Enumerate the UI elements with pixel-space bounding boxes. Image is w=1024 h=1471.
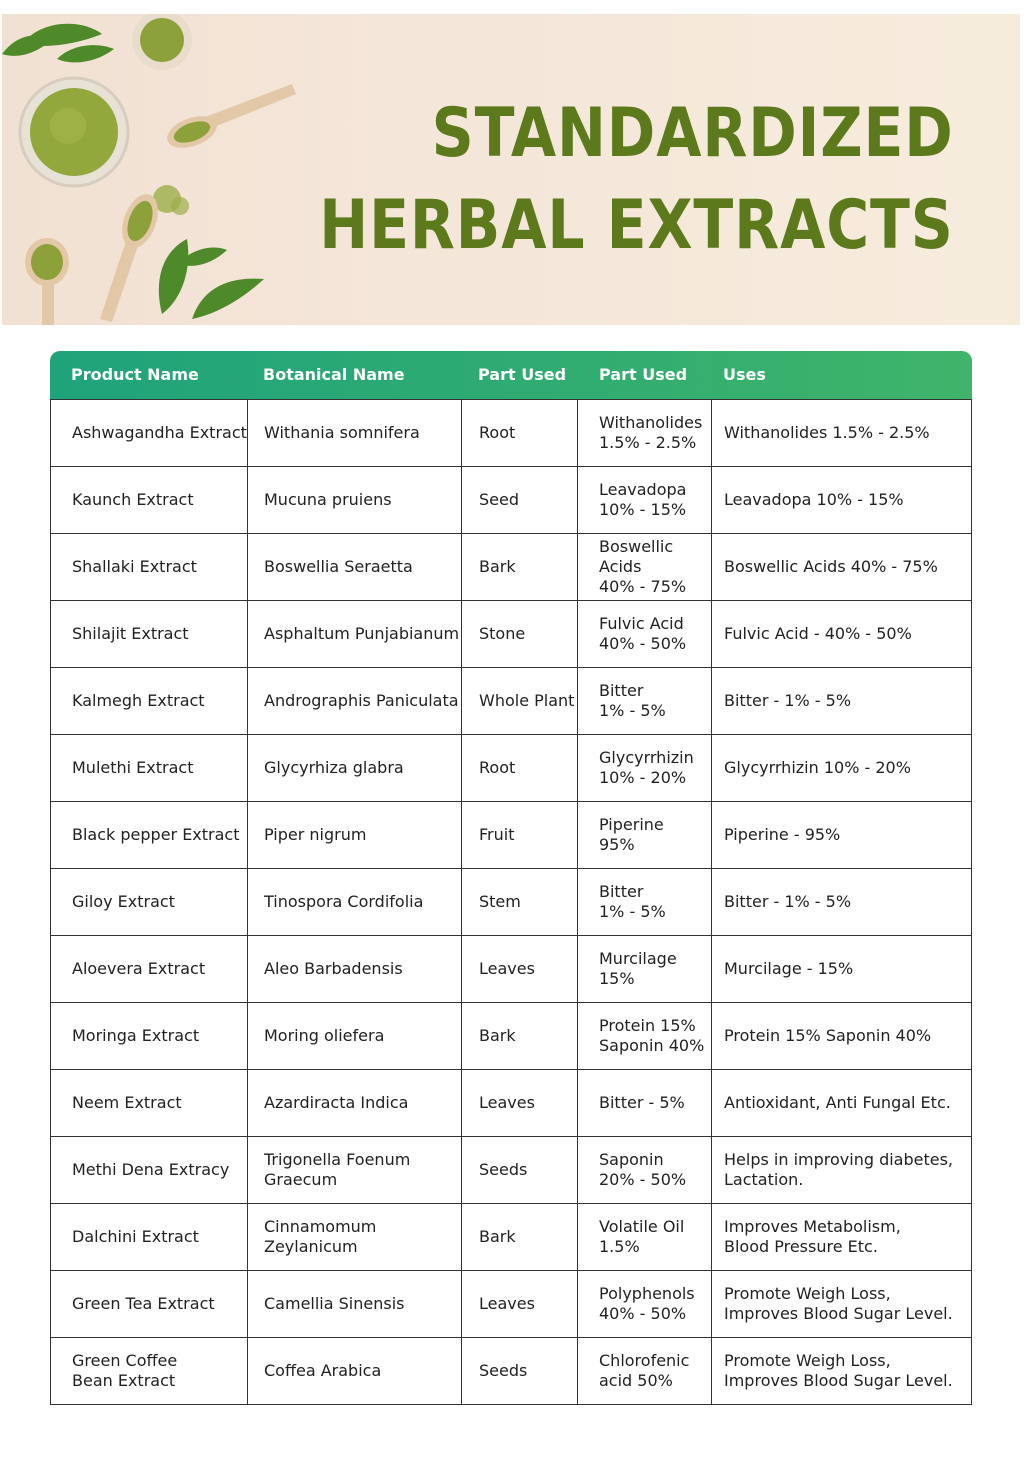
botanical-name-cell: Moring oliefera [248, 1003, 462, 1069]
part-used-2-cell: Glycyrrhizin 10% - 20% [578, 735, 712, 801]
part-used-cell: Whole Plant [462, 668, 578, 734]
part-used-cell: Stone [462, 601, 578, 667]
part-used-cell: Leaves [462, 1070, 578, 1136]
botanical-name-cell: Coffea Arabica [248, 1338, 462, 1404]
uses-cell: Promote Weigh Loss, Improves Blood Sugar Level. [724, 1284, 953, 1323]
product-name-cell: Green Coffee Bean Extract [51, 1338, 248, 1404]
table-body [50, 399, 972, 1405]
product-name-cell: Moringa Extract [51, 1003, 248, 1069]
table-row [51, 802, 971, 869]
part-used-2-cell: Fulvic Acid 40% - 50% [578, 601, 712, 667]
table-row [51, 1338, 971, 1404]
part-used-2-cell: Bitter - 5% [578, 1070, 712, 1136]
botanical-name-cell: Aleo Barbadensis [248, 936, 462, 1002]
uses-cell: Fulvic Acid - 40% - 50% [724, 624, 912, 643]
product-name-cell: Shallaki Extract [51, 534, 248, 600]
header-uses: Uses [723, 365, 766, 384]
part-used-2-cell: Chlorofenic acid 50% [578, 1338, 712, 1404]
part-used-cell: Leaves [462, 1271, 578, 1337]
product-name-cell: Methi Dena Extracy [51, 1137, 248, 1203]
botanical-name-cell: Asphaltum Punjabianum [248, 601, 462, 667]
header-product-name: Product Name [71, 365, 199, 384]
botanical-name-cell: Tinospora Cordifolia [248, 869, 462, 935]
title-line-1: STANDARDIZED [431, 94, 955, 173]
uses-cell: Helps in improving diabetes, Lactation. [724, 1150, 954, 1189]
table-row [51, 1137, 971, 1204]
part-used-2-cell: Polyphenols 40% - 50% [578, 1271, 712, 1337]
product-name-cell: Ashwagandha Extract [51, 400, 248, 466]
botanical-name-cell: Piper nigrum [248, 802, 462, 868]
product-name-cell: Dalchini Extract [51, 1204, 248, 1270]
table-row [51, 1204, 971, 1271]
uses-cell: Bitter - 1% - 5% [724, 892, 852, 911]
herbal-powder-illustration [2, 14, 322, 325]
part-used-2-cell: Volatile Oil 1.5% [578, 1204, 712, 1270]
part-used-cell: Fruit [462, 802, 578, 868]
header-part-used: Part Used [478, 365, 567, 384]
part-used-2-cell: Bitter 1% - 5% [578, 668, 712, 734]
product-name-cell: Neem Extract [51, 1070, 248, 1136]
part-used-2-cell: Bitter 1% - 5% [578, 869, 712, 935]
uses-cell: Antioxidant, Anti Fungal Etc. [724, 1093, 951, 1112]
botanical-name-cell: Andrographis Paniculata [248, 668, 462, 734]
table-row [51, 1003, 971, 1070]
uses-cell: Murcilage - 15% [724, 959, 854, 978]
uses-cell: Protein 15% Saponin 40% [724, 1026, 932, 1045]
part-used-2-cell: Piperine 95% [578, 802, 712, 868]
botanical-name-cell: Boswellia Seraetta [248, 534, 462, 600]
part-used-2-cell: Boswellic Acids 40% - 75% [578, 534, 712, 600]
part-used-cell: Leaves [462, 936, 578, 1002]
botanical-name-cell: Trigonella Foenum Graecum [248, 1137, 462, 1203]
uses-cell: Glycyrrhizin 10% - 20% [724, 758, 911, 777]
botanical-name-cell: Camellia Sinensis [248, 1271, 462, 1337]
botanical-name-cell: Glycyrhiza glabra [248, 735, 462, 801]
uses-cell: Piperine - 95% [724, 825, 841, 844]
botanical-name-cell: Cinnamomum Zeylanicum [248, 1204, 462, 1270]
table-header [50, 351, 972, 399]
header-botanical-name: Botanical Name [263, 365, 405, 384]
uses-cell: Bitter - 1% - 5% [724, 691, 852, 710]
page-title [320, 88, 954, 272]
product-name-cell: Giloy Extract [51, 869, 248, 935]
product-name-cell: Aloevera Extract [51, 936, 248, 1002]
product-name-cell: Black pepper Extract [51, 802, 248, 868]
part-used-cell: Seeds [462, 1137, 578, 1203]
part-used-cell: Bark [462, 1204, 578, 1270]
botanical-name-cell: Azardiracta Indica [248, 1070, 462, 1136]
part-used-2-cell: Protein 15% Saponin 40% [578, 1003, 712, 1069]
table-row [51, 869, 971, 936]
part-used-2-cell: Leavadopa 10% - 15% [578, 467, 712, 533]
part-used-cell: Stem [462, 869, 578, 935]
part-used-cell: Bark [462, 534, 578, 600]
part-used-cell: Seed [462, 467, 578, 533]
table-row [51, 400, 971, 467]
table-row [51, 467, 971, 534]
part-used-cell: Root [462, 400, 578, 466]
part-used-cell: Bark [462, 1003, 578, 1069]
product-name-cell: Kaunch Extract [51, 467, 248, 533]
header-part-used-2: Part Used [599, 365, 688, 384]
table-row [51, 601, 971, 668]
uses-cell: Improves Metabolism, Blood Pressure Etc. [724, 1217, 901, 1256]
product-name-cell: Green Tea Extract [51, 1271, 248, 1337]
product-name-cell: Kalmegh Extract [51, 668, 248, 734]
uses-cell: Promote Weigh Loss, Improves Blood Sugar Level. [724, 1351, 953, 1390]
product-name-cell: Shilajit Extract [51, 601, 248, 667]
part-used-2-cell: Saponin 20% - 50% [578, 1137, 712, 1203]
uses-cell: Leavadopa 10% - 15% [724, 490, 904, 509]
table-row [51, 534, 971, 601]
table-row [51, 735, 971, 802]
table-row [51, 936, 971, 1003]
part-used-cell: Root [462, 735, 578, 801]
part-used-2-cell: Murcilage 15% [578, 936, 712, 1002]
product-name-cell: Mulethi Extract [51, 735, 248, 801]
part-used-2-cell: Withanolides 1.5% - 2.5% [578, 400, 712, 466]
extracts-table [50, 351, 972, 1405]
botanical-name-cell: Withania somnifera [248, 400, 462, 466]
table-row [51, 668, 971, 735]
header-banner [2, 14, 1020, 325]
title-line-2: HERBAL EXTRACTS [319, 186, 954, 265]
table-row [51, 1070, 971, 1137]
uses-cell: Withanolides 1.5% - 2.5% [724, 423, 930, 442]
uses-cell: Boswellic Acids 40% - 75% [724, 557, 938, 576]
table-row [51, 1271, 971, 1338]
part-used-cell: Seeds [462, 1338, 578, 1404]
botanical-name-cell: Mucuna pruiens [248, 467, 462, 533]
